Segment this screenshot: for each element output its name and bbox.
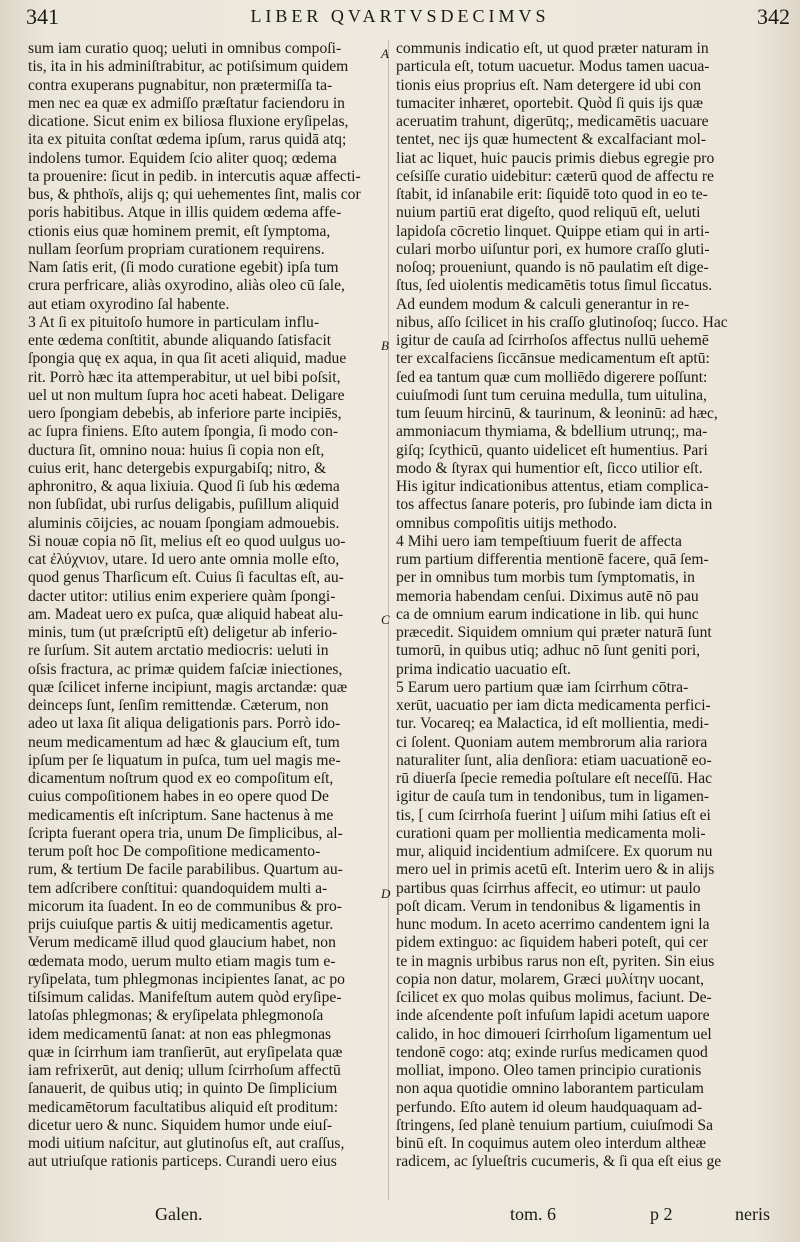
text-line: medicamētorum facultatibus aliquid eſt proditum:	[28, 1098, 339, 1116]
margin-letter-b: B	[381, 338, 389, 353]
text-line: naturaliter ſunt, alia denſiora: etiam uacuationē eo-	[396, 751, 712, 769]
text-line: œdemata modo, uerum multo etiam magis tum e-	[28, 952, 336, 970]
text-line: Nam ſatis erit, (ſi modo curatione egebit) ipſa tum	[28, 259, 339, 276]
text-line: 3 At ſi ex pituitoſo humore in particulam influ-	[28, 313, 320, 331]
text-line: ſanauerit, de quibus utiq; in quinto De ſimplicium	[28, 1080, 338, 1098]
text-line: medicamentis eſt inſcriptum. Sane hactenus à me	[28, 806, 334, 824]
text-line: aceruatim trahunt, digerūtq;, medicamētis uacuare	[396, 113, 709, 130]
text-line: tumaciter inhæret, oportebit. Quòd ſi quis ijs quæ	[396, 94, 704, 112]
text-line: dicetur uero & nunc. Siquidem humor unde eiuſ-	[28, 1116, 333, 1134]
text-line: prijs cuiuſque partis & uitij medicamentis agetur.	[28, 916, 334, 933]
text-line: aluminis cōijcies, ac nouam ſpongiam admouebis.	[28, 514, 340, 532]
text-line: calido, in hoc dimoueri ſcirrhoſum ligamentum uel	[396, 1025, 712, 1043]
text-line: crura perfricare, aliàs oxyrodino, aliàs oleo cū ſale,	[28, 277, 345, 295]
text-line: tum ſeuum hircinū, & taurinum, & leoninū: ad hæc,	[396, 405, 718, 422]
text-line: aphronitro, & aqua lixiuia. Quod ſi ſub his œdema	[28, 478, 340, 495]
text-line: tis, [ cum ſcirrhoſa fuerint ] uiſum mihi ſatius eſt ei	[396, 806, 711, 824]
text-line: tionis eius proprius eſt. Nam detergere id ubi con	[396, 76, 702, 94]
text-line: His igitur indicationibus attentus, etiam complica-	[396, 478, 709, 495]
page-header	[0, 0, 800, 36]
text-line: contra exuperans pugnabitur, non prætermiſſa ta-	[28, 76, 333, 94]
text-line: xerūt, uacuatio per iam dicta medicamenta perfici-	[396, 697, 711, 714]
text-line: per in omnibus tum morbis tum ſymptomatis, in	[396, 569, 695, 587]
text-line: binū eſt. In coquimus autem oleo interdum altheæ	[396, 1135, 707, 1152]
text-line: aut etiam oxyrodino ſal habente.	[28, 295, 230, 313]
text-line: mur, aliquid incidentium admiſcere. Ex quorum nu	[396, 843, 713, 860]
text-line: ſcripta fuerant opera tria, unum De ſimplicibus, al-	[28, 824, 343, 842]
text-line: inde aſcendente poſt infuſum lapidi acetum uapore	[396, 1007, 710, 1025]
text-line: rit. Porrò hæc ita attemperabitur, ut uel bibi poſsit,	[28, 368, 341, 386]
text-line: curationi quam per mollientia medicamenta moli-	[396, 824, 706, 842]
margin-letter-c: C	[381, 612, 390, 627]
right-column	[396, 40, 768, 1172]
page-number-right: 342	[757, 4, 790, 29]
text-line: quæ in ſcirrhum iam tranſierūt, aut eryſipelata quæ	[28, 1043, 343, 1061]
text-line: pidem extinguo: ac ſiquidem haberi poteſt, qui cer	[396, 934, 708, 952]
text-line: minis, tum (ut præſcriptū eſt) deligetur ab inferio-	[28, 624, 338, 641]
text-line: ducturа ſit, omnino noua: huius ſi copia non eſt,	[28, 441, 325, 459]
text-line: quod genus Tharſicum eſt. Cuius ſi facultas eſt, au-	[28, 569, 344, 587]
text-line: tentet, nec ijs quæ humectent & excalfaciant mol-	[396, 131, 707, 149]
text-line: ter excalfaciens ſiccānsue medicamentum eſt aptū:	[396, 350, 710, 368]
text-line: am. Madeat uero ex puſca, quæ aliquid habeat alu-	[28, 605, 344, 623]
text-line: communis indicatio eſt, ut quod præter naturam in	[396, 40, 709, 57]
text-line: liat ac liquet, huic paucis primis diebus egregie pro	[396, 149, 715, 167]
text-line: ſcilicet ex quo molas quibus molimus, faciunt. De-	[396, 989, 712, 1006]
text-line: tendonē cogo: atq; exinde rurſus medicamen quod	[396, 1043, 708, 1061]
text-line: giſq; ſcythicū, quanto uidelicet eſt humentius. Pari	[396, 441, 708, 459]
text-line: cuius compoſitionem habes in eo opere quod De	[28, 788, 329, 806]
text-line: Si nouæ copia nō ſit, melius eſt eo quod uulgus uo-	[28, 532, 346, 550]
text-line: hunc modum. In aceto acerrimo candentem igni la	[396, 916, 710, 933]
text-line: memoria habendam cenſui. Diximus autē nō pau	[396, 587, 699, 605]
text-line: rū diuerſa ſpecie remedia poſtulare eſt neceſſū. Hac	[396, 770, 713, 787]
text-line: ta prouenire: ſicut in pedib. in intercutis aquæ affecti-	[28, 167, 361, 185]
text-line: ſed ea tantum quæ cum molliēdo digerere poſſunt:	[396, 368, 708, 386]
text-line: culari morbo uiſuntur pori, ex humore craſſo gluti-	[396, 240, 710, 258]
text-line: indolens tumor. Equidem ſcio aliter quoq; œdema	[28, 149, 337, 167]
text-line: cat ἐλύχνιον, utare. Id uero ante omnia molle eſto,	[28, 551, 340, 568]
text-line: præcedit. Siquidem omnium qui præter naturā ſunt	[396, 624, 712, 641]
text-line: ſtringens, ſed planè tenuium partium, cuiuſmodi Sa	[396, 1116, 714, 1134]
text-line: ammoniacum thymiama, & bdellium utrunq;, ma-	[396, 423, 708, 441]
text-line: ita ex pituita conſtat œdema ipſum, rarus quidā atq;	[28, 131, 347, 149]
text-line: modo & ſtyrax qui humentior eſt, ſicco utilior eſt.	[396, 459, 703, 477]
footer-signature: p 2	[650, 1204, 673, 1224]
running-title: LIBER QVARTVSDECIMVS	[250, 6, 550, 26]
text-line: tur. Vocareq; ea Malactica, id eſt mollientia, medi-	[396, 715, 709, 733]
text-line: nuium partiū erat digeſto, quod reliquū eſt, ueluti	[396, 204, 701, 222]
text-line: oſsis fractura, ac primæ quidem faſciæ iniectiones,	[28, 660, 343, 678]
text-line: tem adſcribere conſtitui: quandoquidem multi a-	[28, 879, 328, 897]
page-footer	[0, 1200, 800, 1242]
text-line: rum partium differentia mentionē facere, quā ſem-	[396, 551, 709, 568]
text-line: ſtus, ſed uiolentis medicamētis totus ſimul ſiccatus.	[396, 277, 713, 295]
text-line: ca de omnium earum indicatione in lib. qui hunc	[396, 605, 699, 623]
margin-letter-a: A	[381, 46, 389, 61]
footer-author: Galen.	[155, 1204, 203, 1224]
text-line: ſtabit, id inſanabile erit: ſiquidē toto quod in eo te-	[396, 186, 708, 203]
text-line: nullam ſeorſum propriam curationem requirens.	[28, 240, 325, 258]
text-line: cuius erit, hanc detergebis expurgabiſq; nitro, &	[28, 459, 327, 477]
text-line: 5 Earum uero partium quæ iam ſcirrhum cōtra-	[396, 678, 689, 696]
text-line: non aqua quotidie omnino laborantem particulam	[396, 1080, 704, 1098]
text-line: sum iam curatio quoq; ueluti in omnibus compoſi-	[28, 40, 342, 57]
text-line: perfundo. Eſto autem id oleum haudquaquam ad-	[396, 1098, 703, 1116]
text-line: igitur de cauſa tum in tendonibus, tum in ligamen-	[396, 788, 710, 806]
page-number-left: 341	[26, 4, 59, 29]
text-line: micorum ita ſuadent. In eo de communibus & pro-	[28, 897, 342, 915]
text-line: dicamentum noſtrum quod ex eo compoſitum eſt,	[28, 770, 334, 787]
text-line: partibus quas ſcirrhus affecit, eo utimur: ut paulo	[396, 879, 701, 897]
text-line: ryſipelata, tum phlegmonas incipientes ſanat, ac po	[28, 970, 345, 988]
text-line: re ſurſum. Sit autem arctatio mediocris: ueluti in	[28, 642, 329, 660]
text-line: non ſubſidat, ubi rurſus deligabis, puſillum aliquid	[28, 496, 339, 514]
text-line: tis, ita in his adminiſtrabitur, ac potiſsimum quidem	[28, 58, 349, 76]
footer-volume: tom. 6	[510, 1204, 557, 1224]
text-line: molliat, impono. Oleo tamen principio curationis	[396, 1062, 702, 1079]
text-line: idem medicamentū ſanat: at non eas phlegmonas	[28, 1025, 332, 1043]
text-line: Ad eundem modum & calculi generantur in re-	[396, 295, 690, 313]
text-line: neum medicamentum ad hæc & glaucium eſt, tum	[28, 733, 340, 751]
text-line: modi uitium naſcitur, aut glutinoſus eſt, aut craſſus,	[28, 1135, 345, 1152]
text-line: iam refrixerūt, aut deniq; ullum ſcirrhoſum affectū	[28, 1062, 341, 1079]
text-line: aut utriuſque rationis particeps. Curandi uero eius	[28, 1153, 337, 1171]
text-line: ſpongia quę ex aqua, in qua ſit aceti aliquid, madue	[28, 350, 347, 368]
text-line: nibus, aſſo ſcilicet in his craſſo glutinoſoq; ſucco. Hac	[396, 313, 728, 331]
text-line: Verum medicamē illud quod glaucium habet, non	[28, 934, 336, 952]
text-line: quæ ſcilicet inferne incipiunt, magis arctandæ: quæ	[28, 678, 348, 696]
text-line: men nec ea quæ ex admiſſo præſtatur faciendoru in	[28, 94, 345, 112]
text-line: te in magnis urbibus rarus non eſt, pyriten. Sin eius	[396, 952, 715, 970]
text-line: cuiuſmodi ſunt tum ceruina medulla, tum uitulina,	[396, 386, 707, 404]
text-line: uel ut non multum ſupra hoc aceti habeat. Deligare	[28, 386, 345, 404]
text-line: lapidoſa cōcretio linquet. Quippe etiam qui in arti-	[396, 222, 710, 240]
text-line: deinceps ſunt, ſenſim remittendæ. Cæterum, non	[28, 697, 329, 714]
text-line: noſoq; proueniunt, quando is nō paulatim eſt dige-	[396, 259, 709, 276]
text-line: ac ſupra finiens. Eſto autem ſpongia, ſi modo con-	[28, 423, 339, 441]
text-line: omnibus compoſitis uitijs methodo.	[396, 514, 617, 532]
text-line: latoſas phlegmonas; & eryſipelata phlegmonoſa	[28, 1007, 324, 1025]
text-line: igitur de cauſa ad ſcirrhoſos affectus nullū uehemē	[396, 332, 709, 349]
text-line: tos affectus ſanare poteris, pro ſubinde iam dicta in	[396, 496, 713, 514]
text-line: terum poſt hoc De compoſitione medicamento-	[28, 843, 321, 860]
text-line: ctionis eius quæ hominem premit, eſt ſymptoma,	[28, 222, 331, 240]
text-line: adeo ut laxa ſit aliqua deligationis pars. Porrò ido-	[28, 715, 341, 733]
text-line: prima indicatio uacuatio eſt.	[396, 660, 571, 678]
text-line: 4 Mihi uero iam tempeſtiuum fuerit de affecta	[396, 532, 682, 550]
text-line: tiſsimum calidas. Manifeſtum autem quòd eryſipe-	[28, 989, 342, 1006]
text-line: bus, & phthoïs, alijs q; qui uehementes ſint, malis cor	[28, 186, 361, 203]
text-line: uero ſpongiam debebis, ab inferiore parte incipiēs,	[28, 405, 342, 422]
text-line: dacter utitor: utilius enim experiere quàm ſpongi-	[28, 587, 336, 605]
text-line: ipſum per ſe liquatum in puſca, tum uel magis me-	[28, 751, 341, 769]
margin-letter-d: D	[381, 886, 391, 901]
text-line: tumorū, in quibus utiq; adhuc nō ſunt geniti pori,	[396, 642, 701, 660]
text-line: particula eſt, totum uacuetur. Modus tamen uacua-	[396, 58, 710, 76]
text-line: ci ſolent. Quoniam autem membrorum alia rariora	[396, 733, 708, 751]
text-line: radicem, ac ſylueſtris cucumeris, & ſi qua eſt eius ge	[396, 1153, 722, 1171]
footer-catchword: neris	[735, 1204, 770, 1224]
text-line: dicatione. Sicut enim ex biliosa fluxione eryſipelas,	[28, 113, 349, 130]
text-line: mero uel in primis acetū eſt. Interim uero & in alijs	[396, 861, 715, 879]
text-line: ceſsiſſe curatio uidebitur: cæterū quod de affectu re	[396, 167, 714, 185]
text-line: rum, & tertium De facile parabilibus. Quartum au-	[28, 861, 343, 879]
left-column	[28, 40, 378, 1172]
text-line: poſt dicam. Verum in tendonibus & ligamentis in	[396, 897, 701, 915]
text-line: poris habitibus. Atque in illis quidem œdema affe-	[28, 204, 342, 222]
text-line: copia non datur, molarem, Græci μυλίτην uocant,	[396, 970, 705, 988]
text-line: ente œdema conſtitit, abunde aliquando ſatisfacit	[28, 332, 332, 349]
